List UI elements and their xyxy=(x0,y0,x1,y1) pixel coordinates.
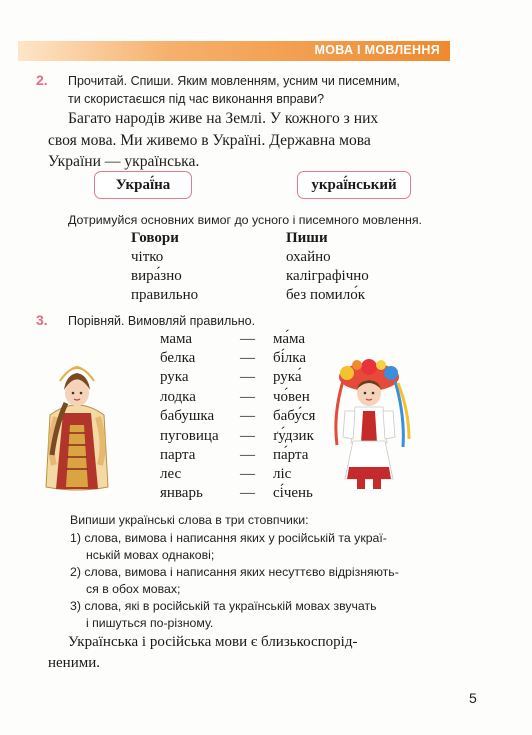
dash: — xyxy=(240,447,255,463)
dash: — xyxy=(240,466,255,482)
exercise-2-text-line-3: України — українська. xyxy=(48,153,200,170)
speak-item: чітко xyxy=(131,249,164,265)
dash: — xyxy=(240,369,255,385)
word-box-ukrainskyi xyxy=(297,171,411,199)
ukrainian-word: ліс xyxy=(273,466,292,482)
speak-item: правильно xyxy=(131,287,199,303)
ukrainian-word: бабу́ся xyxy=(273,408,316,424)
task-item-1-line-2: нській мовах однакові; xyxy=(86,548,215,562)
task-intro: Випиши українські слова в три стовпчики: xyxy=(70,513,309,527)
speak-item: вира́зно xyxy=(131,268,182,284)
dash: — xyxy=(240,428,255,444)
dash: — xyxy=(240,389,255,405)
dash: — xyxy=(240,350,255,366)
word-box-ukrainskyi-text: украї́нський xyxy=(311,176,397,193)
ukrainian-word: ма́ма xyxy=(273,331,306,347)
dash: — xyxy=(240,485,255,501)
ukrainian-word: рука́ xyxy=(273,369,302,385)
russian-word: лодка xyxy=(160,389,196,405)
ukrainian-word: па́рта xyxy=(273,447,309,463)
exercise-3-number: 3. xyxy=(36,312,48,328)
exercise-3-instruction: Порівняй. Вимовляй правильно. xyxy=(68,314,256,328)
russian-doll-illustration xyxy=(36,355,118,493)
ukrainian-doll-illustration xyxy=(323,355,415,493)
task-item-2-line-2: ся в обох мовах; xyxy=(86,582,181,596)
russian-word: лес xyxy=(160,466,182,482)
ukrainian-word: чо́вен xyxy=(273,389,310,405)
conclusion-line-1: Українська і російська мови є близькоспорід- xyxy=(68,634,358,650)
write-item: охайно xyxy=(286,249,331,265)
conclusion-line-2: неними. xyxy=(48,655,101,671)
ukrainian-word: ґу́дзик xyxy=(273,428,314,444)
ukrainian-word: сі́чень xyxy=(273,485,313,501)
speak-heading: Говори xyxy=(131,230,179,246)
ukrainian-word: бі́лка xyxy=(273,350,307,366)
section-title: МОВА І МОВЛЕННЯ xyxy=(314,43,440,57)
russian-word: январь xyxy=(160,485,203,501)
dash: — xyxy=(240,408,255,424)
write-heading: Пиши xyxy=(286,230,328,246)
russian-word: парта xyxy=(160,447,196,463)
write-item: без помило́к xyxy=(286,287,365,303)
task-item-2-line-1: 2) слова, вимова і написання яких несуттєво відрізняють- xyxy=(70,565,399,579)
exercise-2-instruction-line-2: ти скористаєшся під час виконання вправи? xyxy=(68,92,325,106)
section-header-band xyxy=(18,41,450,61)
russian-word: мама xyxy=(160,331,193,347)
page-number: 5 xyxy=(469,690,477,706)
rules-intro: Дотримуйся основних вимог до усного і писемного мовлення. xyxy=(68,213,422,227)
russian-word: белка xyxy=(160,350,196,366)
task-item-3-line-1: 3) слова, які в російській та українській мовах звучать xyxy=(70,599,377,613)
exercise-2-instruction-line-1: Прочитай. Спиши. Яким мовленням, усним чи писемним, xyxy=(68,74,400,88)
exercise-2-number: 2. xyxy=(36,72,48,88)
russian-word: рука xyxy=(160,369,189,385)
exercise-2-text-line-1: Багато народів живе на Землі. У кожного з них xyxy=(68,110,379,127)
russian-word: пуговица xyxy=(160,428,219,444)
task-item-3-line-2: і пишуться по-різному. xyxy=(86,616,214,630)
word-box-ukraina xyxy=(94,171,192,199)
exercise-2-text-line-2: своя мова. Ми живемо в Україні. Державна мова xyxy=(48,132,371,149)
word-box-ukraina-text: Украї́на xyxy=(115,176,171,193)
write-item: каліграфічно xyxy=(286,268,369,284)
dash: — xyxy=(240,331,255,347)
russian-word: бабушка xyxy=(160,408,215,424)
task-item-1-line-1: 1) слова, вимова і написання яких у російській та украї- xyxy=(70,531,387,545)
